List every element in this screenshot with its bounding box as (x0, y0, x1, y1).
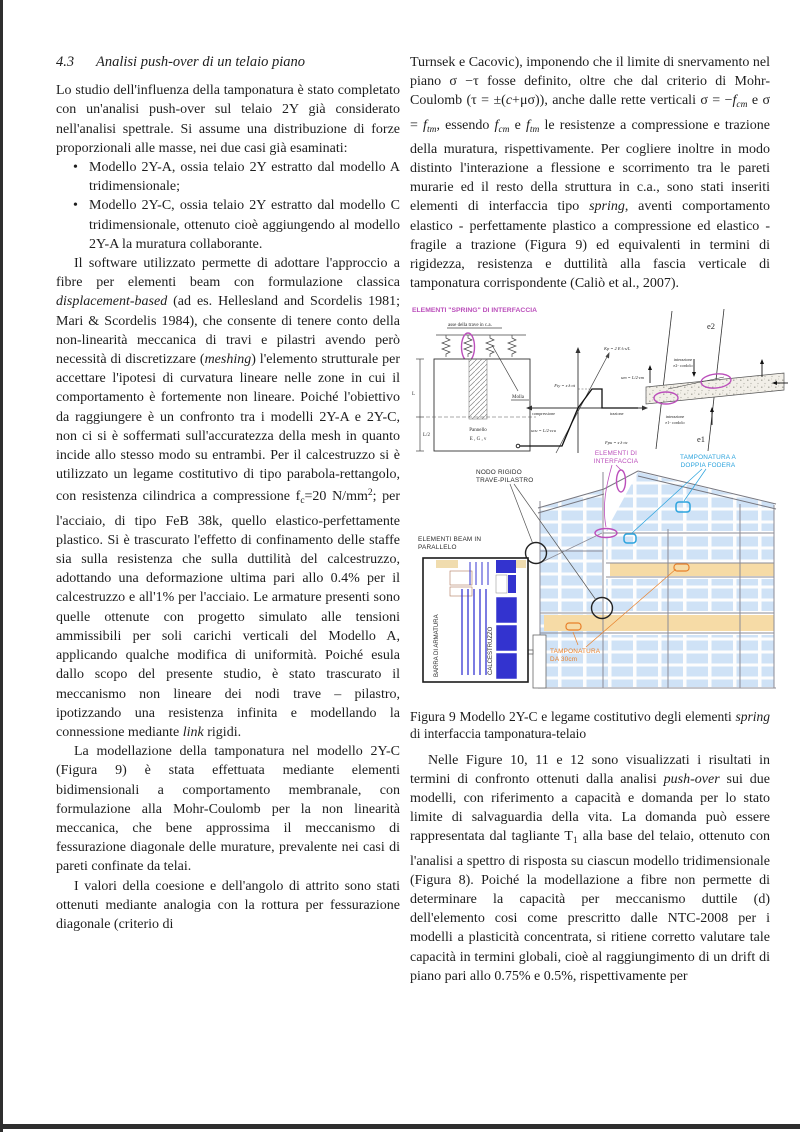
label-interazione-e2: interazione (673, 357, 693, 363)
bullet-item (73, 158, 400, 196)
scan-edge-bottom (0, 1124, 800, 1129)
formula-fpu: Fpu = s·λ·σc (605, 440, 628, 446)
constitutive-law-graph (516, 346, 648, 453)
dim-label-L2: L/2 (423, 433, 430, 439)
formula-kp: Kp = 2 E·λ·s/L (604, 346, 631, 352)
paragraph: Turnsek e Cacovic), imponendo che il limite di snervamento nel piano σ −τ fosse definito, oltre che dal criterio di Mohr-Coulomb (τ = ±(c+μσ)), anche dalle rette verticali $\sigma = -f_{cm}$ e $\sigma = f_{tm}$, essendo $f_{cm}$ e $f_{tm}$ le resistenze a compressione e trazione della muratura, rispettivamente. Per cogliere inoltre in modo distinto l'interazione a flessione e scorrimento tra le pareti murarie ed il resto della struttura in c.a., sono stati inseriti elementi di interfaccia tipo spring, aventi comportamento elastico - perfettamente plastico a compressione ed elastico - fragile a trazione (Figura 9) ed equivalenti in termini di rigidezza, resistenza e duttilità alla fascia verticale di tamponatura corrispondente (Caliò et al., 2007). (410, 55, 771, 292)
paragraph: I valori della coesione e dell'angolo di attrito sono stati ottenuti mediante analogia con la rottura per fessurazione diagonale (criterio di (56, 878, 400, 932)
label-elementi-spring-interfaccia: ELEMENTI "SPRING" DI INTERFACCIA (412, 307, 538, 315)
beam-parallelo-inset (423, 558, 528, 682)
label-elementi-beam: ELEMENTI BEAM IN (418, 536, 482, 544)
bilinear-curve (520, 389, 638, 446)
infill-wall (606, 535, 774, 561)
bullet-item (73, 196, 400, 254)
spring-icon (508, 335, 516, 357)
scan-edge-left (0, 0, 3, 1132)
section-number: 4.3 (56, 54, 75, 70)
label-doppia-fodera: TAMPONATURA A (680, 454, 736, 462)
dim-label-L: L (412, 392, 416, 398)
paragraph: Il software utilizzato permette di adottare l'approccio a fibre per elementi beam con formulazione classica displacement-based (ad es. Hellesland and Scordelis 1981; Mari & Scordelis 1984), che consente di tenere conto della non-linearità meccanica di travi e pilastri avendo però necessità di discretizzare (meshing) l'elemento strutturale per accettare l'ipotesi di curvatura lineare nelle zone in cui il comportamento è fortemente non lineare. Poiché l'obiettivo da raggiungere è un confronto tra i modelli 2Y-A e 2Y-C, non ci si è soffermati sull'accuratezza della mesh in quanto incide allo stesso modo su entrambi. Per il calcestruzzo si è utilizzato un legame costitutivo di tipo parabola-rettangolo, con resistenza cilindrica a compressione $f_c=20$ $N/mm^2$; per l'acciaio, di tipo FeB 38k, quello elastico-perfettamente plastico. Si è trascurato l'effetto di confinamento delle staffe sia sulla resistenza che sulla duttilità del calcestruzzo, adottando una deformazione ultima pari allo 0.4% per il calcestruzzo e all'1% per l'acciaio. Le armature presenti sono quelle ottenute con progetto simulato alle tensioni ammissibili per soli carichi verticali del Modello A, applicando qualche modifica di uniformità. Poiché esula dallo scopo del presente studio, è stato trascurato il meccanismo non lineare dei nodi trave – pilastro, ipotizzando una resistenza infinita e modellando la connessione mediante link rigidi. (56, 256, 400, 740)
label-elementi-interfaccia: INTERFACCIA (593, 458, 639, 466)
label-panel-props: E , G , ν (469, 437, 487, 443)
label-interazione-e1: e1- cordolo (665, 420, 685, 426)
tamponatura-band (610, 563, 774, 576)
spring-icon (464, 335, 472, 357)
label-elementi-interfaccia: ELEMENTI DI (594, 450, 638, 458)
label-doppia-fodera: DOPPIA FODERA (680, 462, 736, 470)
label-asse-trave: asse della trave in c.a. (448, 323, 492, 329)
axis-label-trazione: trazione (610, 411, 624, 417)
figure-9-diagram (410, 301, 788, 699)
section-heading (56, 53, 400, 72)
label-nodo-rigido: TRAVE-PILASTRO (476, 477, 534, 485)
infill-gable (606, 472, 774, 531)
section-title: Analisi push-over di un telaio piano (96, 54, 306, 70)
infill-wall (598, 635, 774, 687)
figure-caption: Figura 9 Modello 2Y-C e legame costitutivo degli elementi spring di interfaccia tamponatura-telaio (410, 708, 770, 742)
label-barra-armatura: BARRA DI ARMATURA (434, 614, 440, 678)
paragraph: La modellazione della tamponatura nel modello 2Y-C (Figura 9) è stata effettuata mediante elementi bidimensionali a comportamento membranale, con formulazione alla Mohr-Coulomb per la non linearità meccanica, che bene approssima il meccanismo di fessurazione diagonale delle murature, prevalente nei casi di pareti confinate da telai. (56, 744, 400, 875)
bullet-glyph: • (73, 160, 78, 176)
paragraph: Lo studio dell'influenza della tamponatura è stato completato con un'analisi push-over sul telaio 2Y già considerato nell'analisi spettrale. Si assume una distribuzione di forze proporzionali alle masse, nei due casi già esaminati: (56, 83, 400, 156)
formula-ucu: ucu = L/2·εcu (531, 428, 556, 434)
label-elementi-beam: PARALLELO (418, 544, 457, 552)
formula-um: um = L/2·εm (621, 375, 644, 381)
label-e1: e1 (697, 434, 706, 445)
hatched-strip (469, 359, 487, 419)
right-column (410, 53, 770, 986)
label-molla: Molla (512, 395, 524, 401)
interfaccia-marker (617, 470, 626, 492)
cordolo-interaction-diagram (646, 309, 788, 451)
bullet-glyph: • (73, 198, 78, 214)
column-detail (533, 635, 546, 688)
bullet-text: Modello 2Y-C, ossia telaio 2Y estratto dal modello C tridimensionale, ottenuto cioè aggiungendo al modello 2Y-A la muratura collaborante. (89, 198, 400, 252)
spring-icon (442, 335, 450, 357)
label-e2: e2 (707, 321, 716, 332)
left-column (56, 53, 400, 934)
spring-panel-diagram (412, 323, 536, 451)
label-calcestruzzo: CALCESTRUZZO (488, 627, 494, 676)
label-interazione-e2: e2- cordolo (673, 363, 693, 369)
label-tamponatura-30: TAMPONATURA (550, 648, 601, 656)
formula-fty: Fty = s·λ·σt (554, 383, 575, 389)
axis-label-compressione: compressione (532, 411, 556, 417)
bullet-text: Modello 2Y-A, ossia telaio 2Y estratto dal modello A tridimensionale; (89, 160, 400, 195)
bullet-list (73, 158, 400, 254)
label-pannello: Pannello (469, 428, 487, 434)
paragraph: Nelle Figure 10, 11 e 12 sono visualizzati i risultati in termini di confronto ottenuti dalla analisi push-over sui due modelli, con riferimento a capacità e domanda per lo stato limite di salvaguardia della vita. La domanda può essere rappresentata dal tagliante $T_1$ alla base del telaio, ottenuto con l'analisi a spettro di risposta su ciascun modello tridimensionale (Figura 8). Poiché la modellazione a fibre non permette di determinare la capacità per meccanismo duttile (d) dell'elemento cosi come prescritto dalle NTC-2008 per i modelli a plasticità concentrata, si ritiene corretto valutare tale capacità in termini globali, cioè al raggiungimento di un drift di piano pari allo 0.75% e 0.5%, rispettivamente per (410, 752, 770, 984)
infill-wall (606, 579, 774, 611)
figure-9 (410, 301, 788, 705)
label-interazione-e1: interazione (665, 414, 685, 420)
label-tamponatura-30: DA 30cm (550, 656, 578, 664)
label-nodo-rigido: NODO RIGIDO (476, 469, 522, 477)
